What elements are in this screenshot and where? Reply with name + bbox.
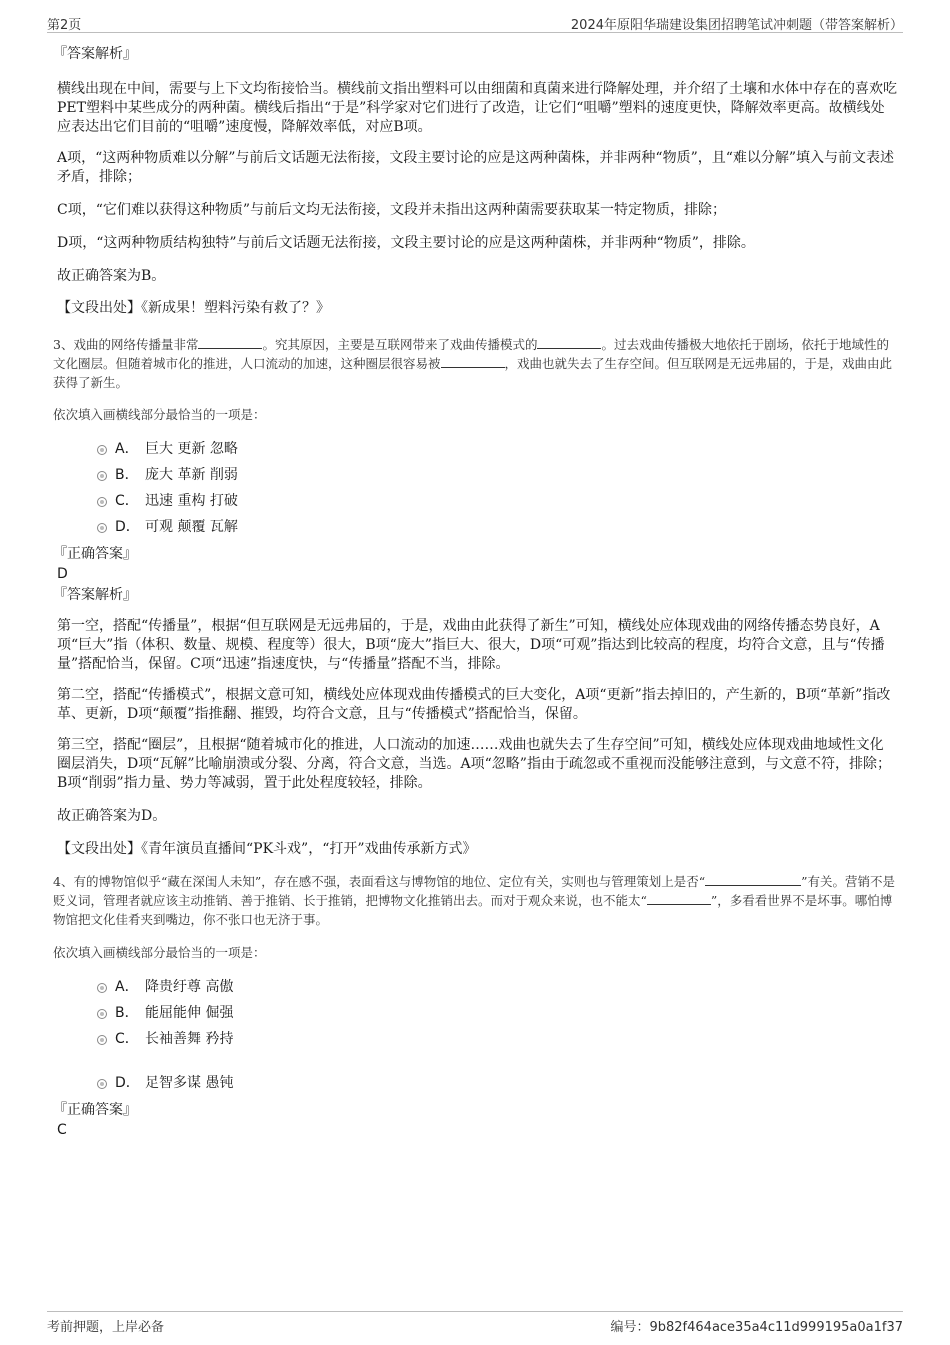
document-title: 2024年原阳华瑞建设集团招聘笔试冲刺题（带答案解析） [570,18,903,33]
question-prompt: 依次填入画横线部分最恰当的一项是： [53,945,266,960]
page-content [53,44,897,1140]
analysis-paragraph: 第二空，搭配“传播模式”，根据文意可知，横线处应体现戏曲传播模式的巨大变化，A项“更新”指去掉旧的，产生新的，B项“革新”指改革、更新，D项“颠覆”指推翻、摧毁，均符合文意，且与“传播模式”搭配恰当，保留。 [57,687,891,722]
radio-icon[interactable] [97,1009,107,1019]
analysis-paragraph: D项，“这两种物质结构独特”与前后文话题无法衔接，文段主要讨论的应是这两种菌株，并非两种“物质”，排除。 [57,235,755,251]
question-stem: 3、戏曲的网络传播量非常 。究其原因，主要是互联网带来了戏曲传播模式的 。过去戏曲传播极大地依托于剧场，依托于地域性的文化圈层。但随着城市化的推进，人口流动的加速，这种圈层很容易被 ，戏曲也就失去了生存空间。但互联网是无远弗届的，于是，戏曲由此获得了新生。 [53,337,893,390]
analysis-label: 『答案解析』 [53,587,137,603]
correct-answer-label: 『正确答案』 [53,546,137,562]
conclusion: 故正确答案为B。 [57,268,166,284]
analysis-paragraph: A项，“这两种物质难以分解”与前后文话题无法衔接，文段主要讨论的应是这两种菌株，并非两种“物质”，且“难以分解”填入与前文表述矛盾，排除； [57,150,895,185]
correct-answer-label: 『正确答案』 [53,1102,137,1118]
analysis-paragraph: 第一空，搭配“传播量”，根据“但互联网是无远弗届的，于是，戏曲由此获得了新生”可知，横线处应体现戏曲的网络传播态势良好，A项“巨大”指（体积、数量、规模、程度等）很大，B项“庞大”指巨大、很大，D项“可观”指达到比较高的程度，均符合文意，且与“传播量”搭配恰当，保留。C项“迅速”指速度快，与“传播量”搭配不当，排除。 [57,618,885,672]
radio-icon[interactable] [97,1035,107,1045]
page-header [47,10,903,33]
passage-source: 【文段出处】《青年演员直播间“PK斗戏”，“打开”戏曲传承新方式》 [57,841,477,857]
correct-answer: C [57,1122,67,1138]
analysis-label: 『答案解析』 [53,46,137,62]
option-b[interactable]: B． 庞大 革新 削弱 [97,462,897,488]
radio-icon[interactable] [97,445,107,455]
analysis-paragraph: 第三空，搭配“圈层”，且根据“随着城市化的推进，人口流动的加速……戏曲也就失去了生存空间”可知，横线处应体现戏曲地域性文化圈层消失，D项“瓦解”比喻崩溃或分裂、分离，符合文意，当选。A项“忽略”指由于疏忽或不重视而没能够注意到，与文意不符，排除；B项“削弱”指力量、势力等减弱，置于此处程度较轻，排除。 [57,737,891,791]
radio-icon[interactable] [97,497,107,507]
option-c[interactable]: C． 迅速 重构 打破 [97,488,897,514]
radio-icon[interactable] [97,1079,107,1089]
option-list [97,974,897,1096]
page-footer [47,1311,903,1336]
option-d[interactable]: D． 足智多谋 愚钝 [97,1070,897,1096]
option-d[interactable]: D． 可观 颠覆 瓦解 [97,514,897,540]
analysis-paragraph: C项，“它们难以获得这种物质”与前后文均无法衔接，文段并未指出这两种菌需要获取某一特定物质，排除； [57,202,727,218]
document-code: 编号：9b82f464ace35a4c11d999195a0a1f37 [610,1320,903,1335]
question-prompt: 依次填入画横线部分最恰当的一项是： [53,407,266,422]
option-a[interactable]: A． 降贵纡尊 高傲 [97,974,897,1000]
radio-icon[interactable] [97,523,107,533]
blank-line [537,336,601,349]
footer-slogan: 考前押题，上岸必备 [47,1320,165,1335]
blank-line [705,873,801,886]
radio-icon[interactable] [97,471,107,481]
blank-line [441,355,505,368]
analysis-paragraph: 横线出现在中间，需要与上下文均衔接恰当。横线前文指出塑料可以由细菌和真菌来进行降解处理，并介绍了土壤和水体中存在的喜欢吃PET塑料中某些成分的两种菌。横线后指出“于是”科学家对它们进行了改造，让它们“咀嚼”塑料的速度更快，降解效率更高。故横线处应表达出它们目前的“咀嚼”速度慢，降解效率低，对应B项。 [57,81,897,135]
passage-source: 【文段出处】《新成果！塑料污染有救了？》 [57,300,330,316]
option-list [97,436,897,540]
option-b[interactable]: B． 能屈能伸 倔强 [97,1000,897,1026]
radio-icon[interactable] [97,983,107,993]
option-c[interactable]: C． 长袖善舞 矜持 [97,1026,897,1052]
blank-line [647,892,711,905]
correct-answer: D [57,566,68,582]
question-stem: 4、有的博物馆似乎“藏在深闺人未知”，存在感不强，表面看这与博物馆的地位、定位有关，实则也与管理策划上是否“ ”有关。营销不是贬义词，管理者就应该主动推销、善于推销、长于推销，把博物文化推销出去。而对于观众来说，也不能太“ ”，多看看世界不是坏事。哪怕博物馆把文化佳肴夹到嘴边，你不张口也无济于事。 [53,874,896,927]
conclusion: 故正确答案为D。 [57,808,167,824]
option-a[interactable]: A． 巨大 更新 忽略 [97,436,897,462]
page-number: 第2页 [47,18,82,33]
blank-line [198,336,262,349]
